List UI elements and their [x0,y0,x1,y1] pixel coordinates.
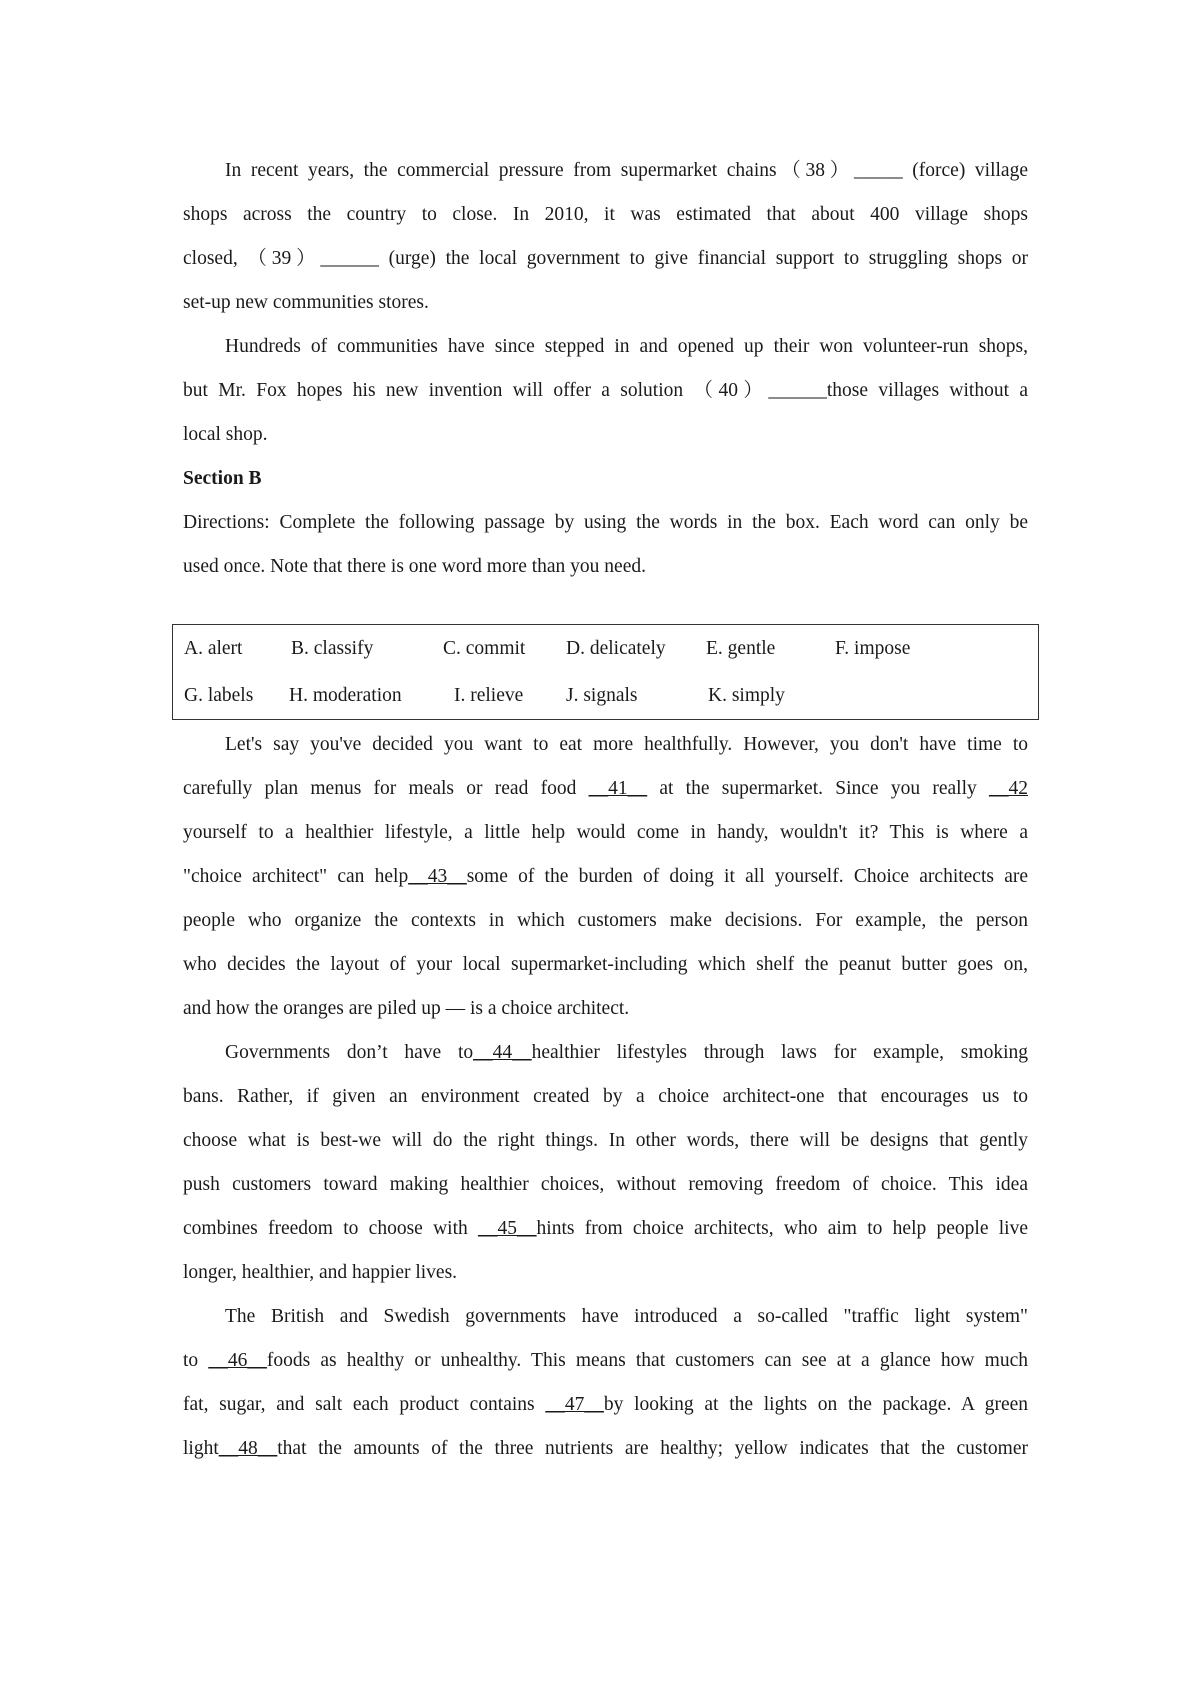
paragraph-line: closed, （39）______ (urge) the local government to give financial support to struggling shops or [183,248,1028,269]
passage-text: to [183,1350,209,1371]
passage-line [183,1215,1028,1243]
passage-line [183,775,1028,803]
word-option: K. simply [708,685,785,706]
passage-text: at the supermarket. Since you really [647,778,989,799]
paragraph-line: shops across the country to close. In 2010, it was estimated that about 400 village shops [183,204,1028,225]
word-option: C. commit [443,638,526,659]
word-option: J. signals [566,685,638,706]
passage-text: "choice architect" can help [183,866,409,887]
word-box [172,624,1039,720]
blank-42: __42 [989,778,1028,799]
passage-line: yourself to a healthier lifestyle, a little help would come in handy, wouldn't it? This is where a [183,822,1028,843]
blank-45: __45__ [478,1218,537,1239]
word-option: I. relieve [454,685,524,706]
passage-text: hints from choice architects, who aim to help people live [536,1218,1029,1239]
passage-line: longer, healthier, and happier lives. [183,1262,458,1283]
passage-line: push customers toward making healthier choices, without removing freedom of choice. This idea [183,1174,1028,1195]
passage-line: The British and Swedish governments have introduced a so-called "traffic light system" [225,1306,1028,1327]
paragraph-line: set-up new communities stores. [183,292,429,313]
paragraph-line: but Mr. Fox hopes his new invention will offer a solution （40）______those villages without a [183,380,1028,401]
passage-line: bans. Rather, if given an environment created by a choice architect-one that encourages us to [183,1086,1028,1107]
passage-text: combines freedom to choose with [183,1218,479,1239]
word-option: G. labels [184,685,254,706]
passage-line [183,1347,1028,1375]
word-option: E. gentle [706,638,776,659]
passage-text: fat, sugar, and salt each product contains [183,1394,546,1415]
passage-text: by looking at the lights on the package. A green [603,1394,1029,1415]
blank-46: __46__ [208,1350,267,1371]
blank-41: __41__ [588,778,648,799]
passage-text: some of the burden of doing it all yourself. Choice architects are [466,866,1028,887]
word-option: H. moderation [289,685,402,706]
passage-line: and how the oranges are piled up — is a choice architect. [183,998,630,1019]
passage-line: who decides the layout of your local supermarket-including which shelf the peanut butter goes on, [183,954,1028,975]
passage-text: that the amounts of the three nutrients are healthy; yellow indicates that the customer [277,1438,1028,1459]
passage-line [183,1435,1028,1463]
paragraph-line: Hundreds of communities have since stepped in and opened up their won volunteer-run shops, [225,336,1028,357]
passage-line [225,1039,1028,1067]
passage-text: healthier lifestyles through laws for example, smoking [531,1042,1028,1063]
passage-text: light [183,1438,219,1459]
word-option: B. classify [291,638,374,659]
paragraph-line: In recent years, the commercial pressure from supermarket chains（38）_____ (force) village [225,160,1028,181]
passage-line [183,1391,1028,1419]
passage-line: Let's say you've decided you want to eat more healthfully. However, you don't have time to [225,734,1028,755]
directions-line: Directions: Complete the following passage by using the words in the box. Each word can only be [183,512,1028,533]
passage-line: choose what is best-we will do the right things. In other words, there will be designs that gently [183,1130,1028,1151]
directions-line: used once. Note that there is one word more than you need. [183,556,646,577]
passage-line [183,863,1028,891]
word-option: A. alert [184,638,243,659]
word-option: F. impose [835,638,911,659]
blank-43: __43__ [408,866,467,887]
passage-text: Governments don’t have to [225,1042,474,1063]
section-heading: Section B [183,468,262,489]
passage-text: carefully plan menus for meals or read food [183,778,589,799]
blank-48: __48__ [218,1438,278,1459]
blank-44: __44__ [473,1042,532,1063]
word-option: D. delicately [566,638,666,659]
paragraph-line: local shop. [183,424,268,445]
passage-line: people who organize the contexts in which customers make decisions. For example, the person [183,910,1028,931]
blank-47: __47__ [545,1394,604,1415]
passage-text: foods as healthy or unhealthy. This means that customers can see at a glance how much [266,1350,1028,1371]
